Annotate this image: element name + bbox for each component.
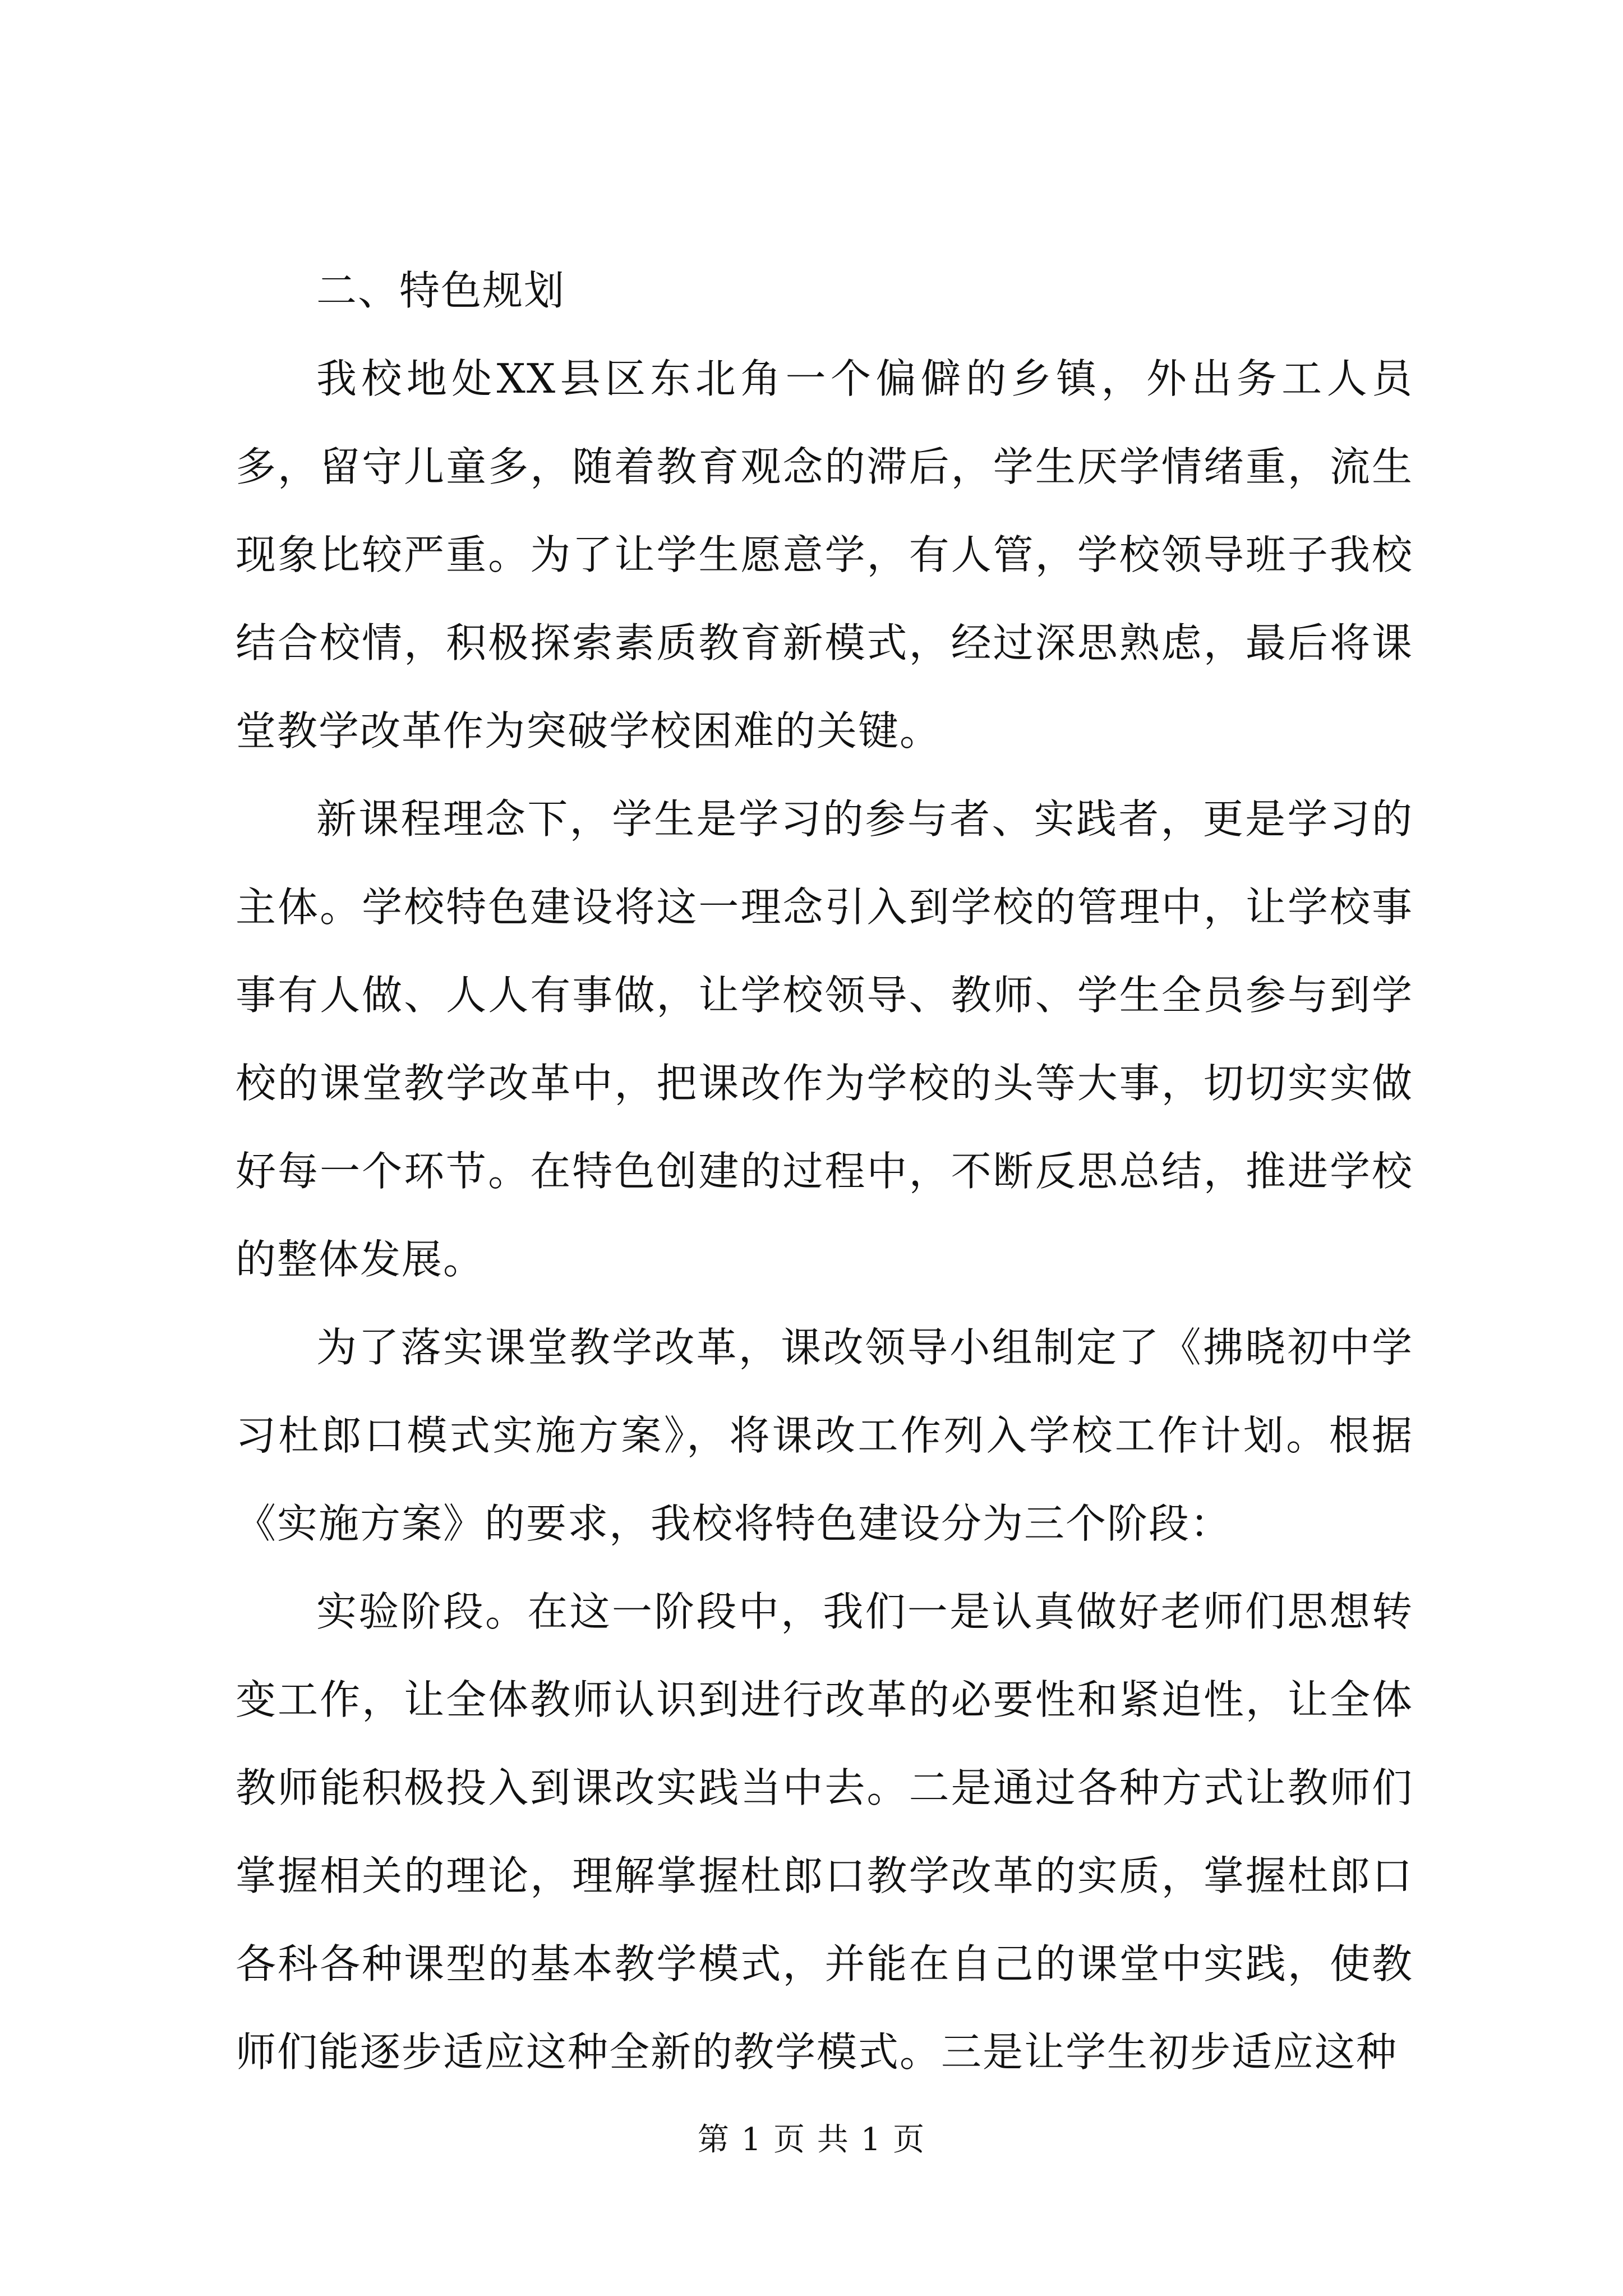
paragraph-3: 为了落实课堂教学改革，课改领导小组制定了《拂晓初中学习杜郎口模式实施方案》，将课改工作列入学校工作计划。根据《实施方案》的要求，我校将特色建设分为三个阶段： [236, 1324, 1413, 1547]
paragraph-1: 我校地处XX县区东北角一个偏僻的乡镇，外出务工人员多，留守儿童多，随着教育观念的滞后，学生厌学情绪重，流生现象比较严重。为了让学生愿意学，有人管，学校领导班子我校结合校情，积极探索素质教育新模式，经过深思熟虑，最后将课堂教学改革作为突破学校困难的关键。 [236, 355, 1413, 754]
paragraph-2: 新课程理念下，学生是学习的参与者、实践者，更是学习的主体。学校特色建设将这一理念引入到学校的管理中，让学校事事有人做、人人有事做，让学校领导、教师、学生全员参与到学校的课堂教学改革中，把课改作为学校的头等大事，切切实实做好每一个环节。在特色创建的过程中，不断反思总结，推进学校的整体发展。 [236, 795, 1413, 1283]
document-body [236, 247, 1413, 2096]
page-footer: 第 1 页 共 1 页 [697, 2122, 926, 2158]
paragraph-4: 实验阶段。在这一阶段中，我们一是认真做好老师们思想转变工作，让全体教师认识到进行改革的必要性和紧迫性，让全体教师能积极投入到课改实践当中去。二是通过各种方式让教师们掌握相关的理论，理解掌握杜郎口教学改革的实质，掌握杜郎口各科各种课型的基本教学模式，并能在自己的课堂中实践，使教师们能逐步适应这种全新的教学模式。三是让学生初步适应这种 [236, 1588, 1413, 2076]
section-heading: 二、特色规划 [316, 267, 566, 314]
